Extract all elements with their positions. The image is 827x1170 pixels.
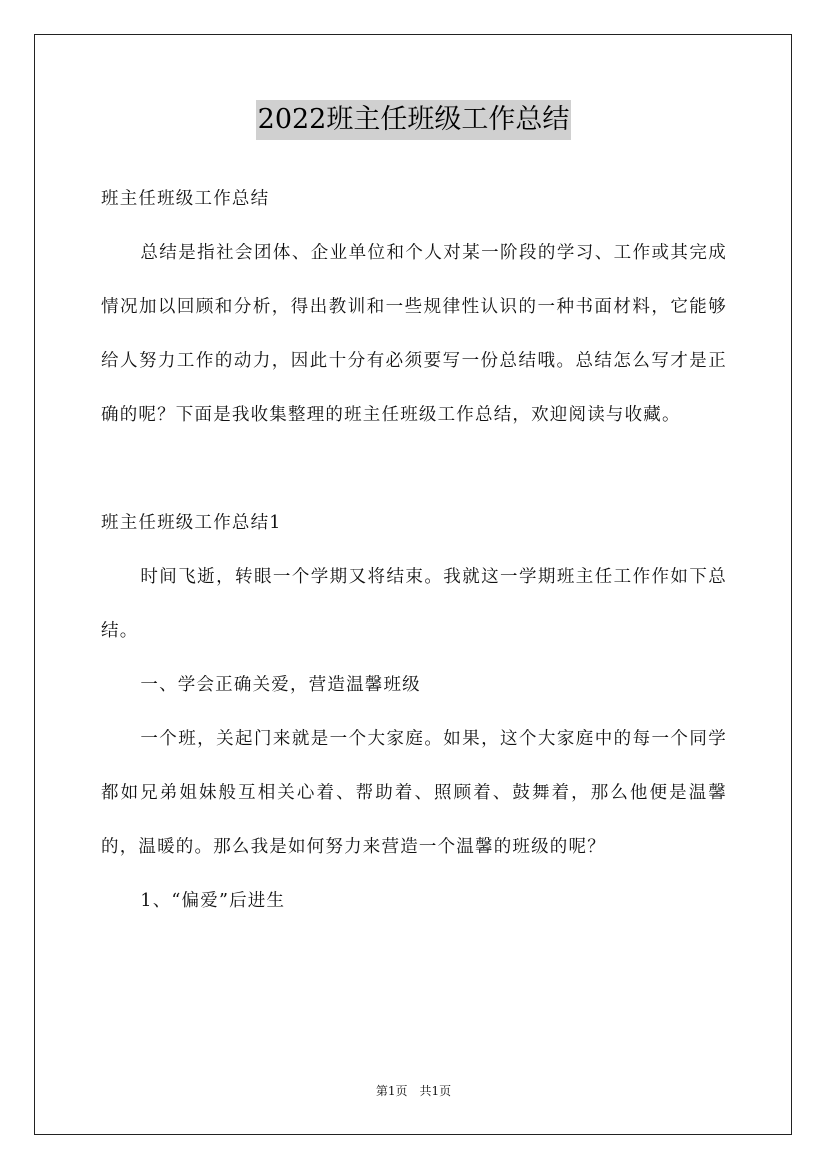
list-item-heading: 1、“偏爱”后进生 xyxy=(140,891,286,911)
body-paragraph: 一个班，关起门来就是一个大家庭。如果，这个大家庭中的每一个同学都如兄弟姐妹般互相关心着、帮助着、照顾着、鼓舞着，那么他便是温馨的，温暖的。那么我是如何努力来营造一个温馨的班级的呢？ xyxy=(101,729,727,857)
section-heading: 班主任班级工作总结 xyxy=(101,189,270,209)
body-paragraph: 时间飞逝，转眼一个学期又将结束。我就这一学期班主任工作作如下总结。 xyxy=(101,567,727,641)
subsection-heading: 一、学会正确关爱，营造温馨班级 xyxy=(140,675,421,695)
title-container xyxy=(0,100,827,140)
document-body xyxy=(101,172,727,928)
paragraph-spacer xyxy=(101,442,727,496)
page-footer xyxy=(0,1083,827,1099)
page-total: 共1页 xyxy=(419,1084,452,1098)
document-title: 2022班主任班级工作总结 xyxy=(256,100,572,140)
section-heading: 班主任班级工作总结1 xyxy=(101,513,282,533)
page-number: 第1页 xyxy=(375,1084,408,1098)
body-paragraph: 总结是指社会团体、企业单位和个人对某一阶段的学习、工作或其完成情况加以回顾和分析，得出教训和一些规律性认识的一种书面材料，它能够给人努力工作的动力，因此十分有必须要写一份总结哦。总结怎么写才是正确的呢？下面是我收集整理的班主任班级工作总结，欢迎阅读与收藏。 xyxy=(101,243,727,425)
